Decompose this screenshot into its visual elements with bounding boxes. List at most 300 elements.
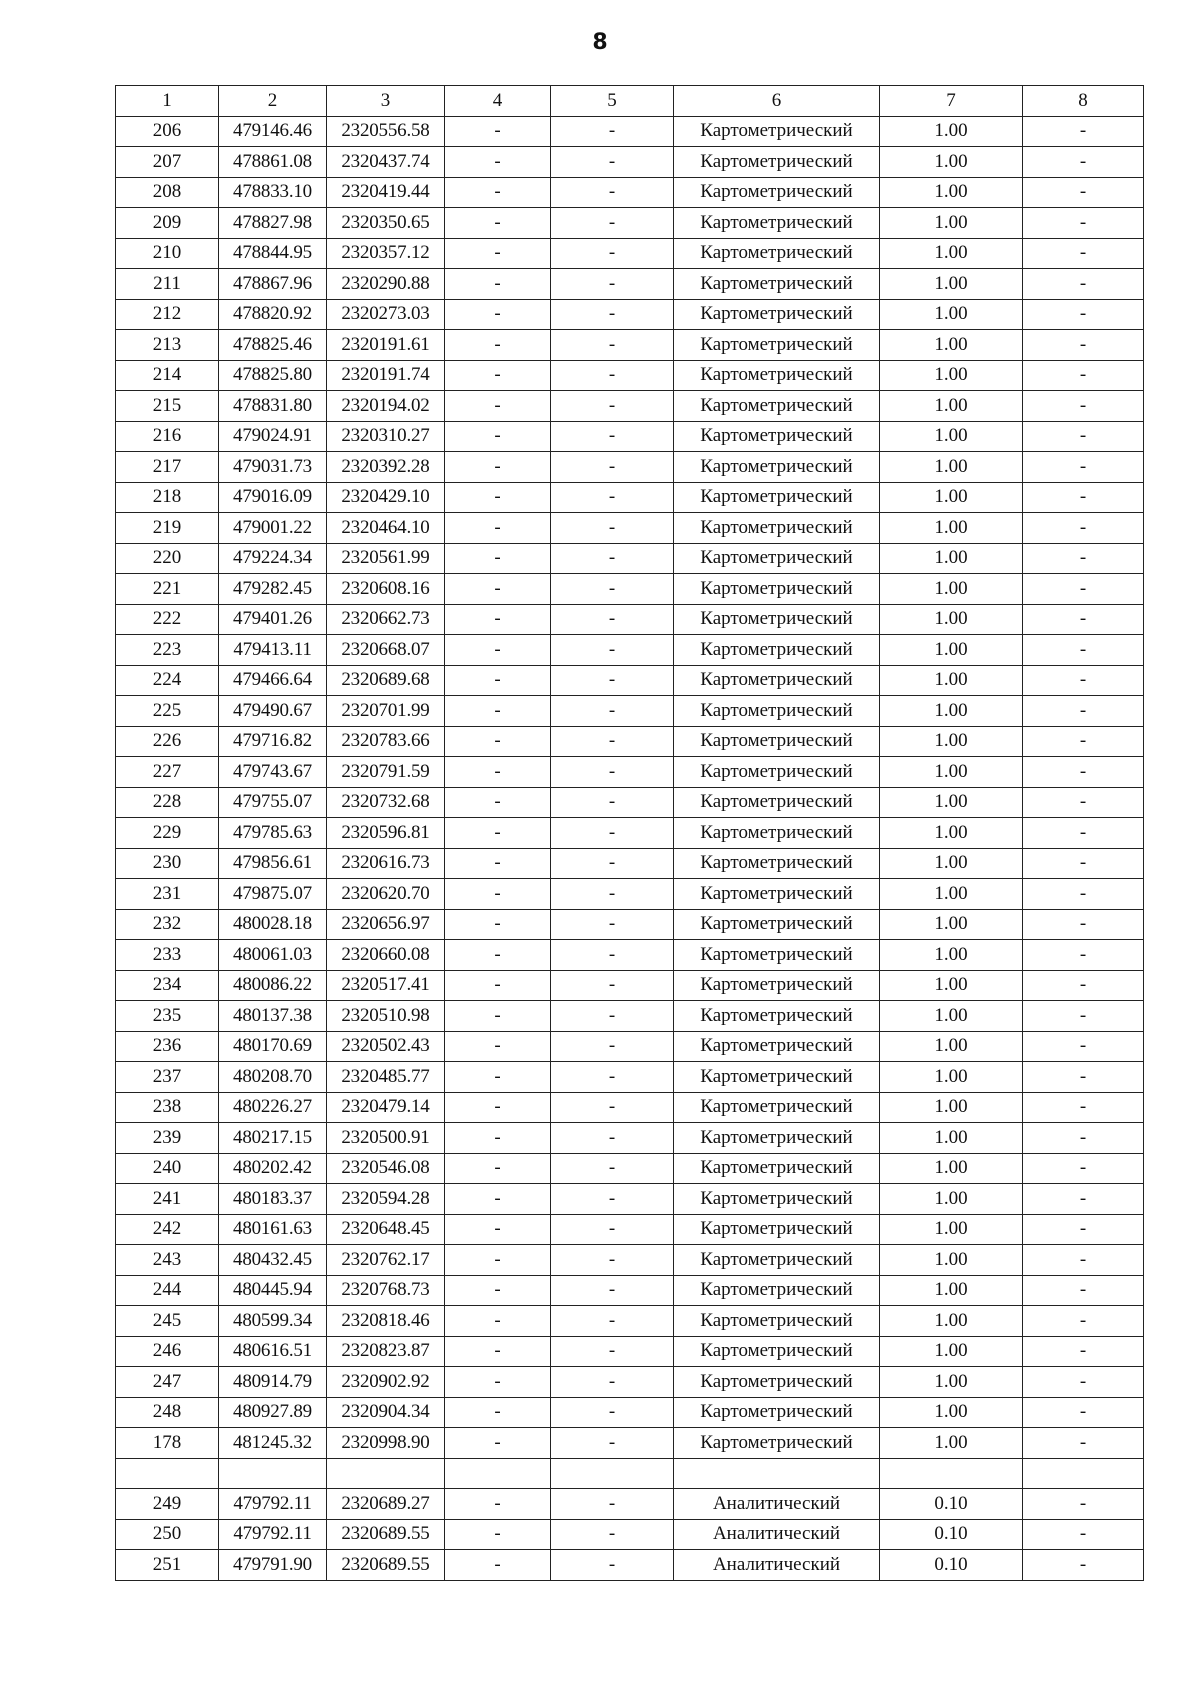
- table-cell: -: [1023, 1031, 1144, 1062]
- table-cell: Картометрический: [674, 1428, 880, 1459]
- table-cell: 1.00: [880, 818, 1023, 849]
- table-row: [116, 665, 1144, 696]
- table-cell: -: [551, 1123, 674, 1154]
- table-cell: -: [1023, 726, 1144, 757]
- table-cell: -: [1023, 757, 1144, 788]
- table-cell: -: [1023, 1306, 1144, 1337]
- table-cell: 2320561.99: [327, 543, 445, 574]
- table-cell: -: [551, 208, 674, 239]
- table-cell: -: [551, 1306, 674, 1337]
- page-number: 8: [592, 30, 608, 55]
- table-row: [116, 1092, 1144, 1123]
- table-cell: 2320689.27: [327, 1489, 445, 1520]
- header-cell: 1: [116, 86, 219, 117]
- table-cell: 206: [116, 116, 219, 147]
- table-cell: -: [1023, 452, 1144, 483]
- table-cell: 479792.11: [219, 1519, 327, 1550]
- table-cell: 1.00: [880, 1306, 1023, 1337]
- table-cell: 0.10: [880, 1519, 1023, 1550]
- table-cell: 1.00: [880, 360, 1023, 391]
- table-cell: Картометрический: [674, 879, 880, 910]
- table-cell: -: [445, 238, 551, 269]
- table-cell: -: [445, 421, 551, 452]
- table-cell: -: [551, 1428, 674, 1459]
- table-cell: 2320502.43: [327, 1031, 445, 1062]
- table-cell: 1.00: [880, 940, 1023, 971]
- table-cell: -: [445, 1214, 551, 1245]
- table-row: [116, 147, 1144, 178]
- table-cell: Картометрический: [674, 1123, 880, 1154]
- table-row: [116, 1367, 1144, 1398]
- table-cell: -: [1023, 513, 1144, 544]
- header-cell: 2: [219, 86, 327, 117]
- table-cell: 480927.89: [219, 1397, 327, 1428]
- table-cell: 1.00: [880, 269, 1023, 300]
- table-cell: 224: [116, 665, 219, 696]
- table-cell: 1.00: [880, 1153, 1023, 1184]
- table-cell: 1.00: [880, 147, 1023, 178]
- table-row: [116, 726, 1144, 757]
- table-cell: 230: [116, 848, 219, 879]
- table-cell: 480208.70: [219, 1062, 327, 1093]
- table-cell: 2320510.98: [327, 1001, 445, 1032]
- table-cell: 2320902.92: [327, 1367, 445, 1398]
- table-cell: 1.00: [880, 879, 1023, 910]
- table-cell: 479755.07: [219, 787, 327, 818]
- table-cell: 223: [116, 635, 219, 666]
- table-cell: 229: [116, 818, 219, 849]
- table-cell: -: [445, 1275, 551, 1306]
- table-cell: Картометрический: [674, 421, 880, 452]
- table-cell: -: [551, 1153, 674, 1184]
- table-cell: Картометрический: [674, 1245, 880, 1276]
- table-row: [116, 879, 1144, 910]
- table-cell: Картометрический: [674, 482, 880, 513]
- table-cell: 2320485.77: [327, 1062, 445, 1093]
- table-cell: Картометрический: [674, 970, 880, 1001]
- table-cell: -: [445, 1092, 551, 1123]
- table-cell: Картометрический: [674, 787, 880, 818]
- table-cell: Картометрический: [674, 574, 880, 605]
- table-cell: -: [1023, 879, 1144, 910]
- table-cell: Картометрический: [674, 940, 880, 971]
- table-cell: 2320594.28: [327, 1184, 445, 1215]
- table-cell: 480202.42: [219, 1153, 327, 1184]
- table-cell: -: [445, 1489, 551, 1520]
- table-cell: 479282.45: [219, 574, 327, 605]
- table-cell: 1.00: [880, 726, 1023, 757]
- table-cell: 1.00: [880, 604, 1023, 635]
- table-cell: -: [445, 604, 551, 635]
- table-cell: 480137.38: [219, 1001, 327, 1032]
- table-cell: -: [445, 177, 551, 208]
- table-cell: 211: [116, 269, 219, 300]
- table-cell: 1.00: [880, 1428, 1023, 1459]
- table-cell: 251: [116, 1550, 219, 1581]
- table-cell: 248: [116, 1397, 219, 1428]
- table-cell: Картометрический: [674, 238, 880, 269]
- table-cell: 479792.11: [219, 1489, 327, 1520]
- table-row: [116, 1336, 1144, 1367]
- table-cell: -: [445, 909, 551, 940]
- table-cell: 1.00: [880, 1245, 1023, 1276]
- table-cell: 210: [116, 238, 219, 269]
- table-cell: -: [551, 238, 674, 269]
- table-row: [116, 1397, 1144, 1428]
- table-cell: Картометрический: [674, 757, 880, 788]
- table-cell: Картометрический: [674, 147, 880, 178]
- table-cell: 479791.90: [219, 1550, 327, 1581]
- table-cell: 2320998.90: [327, 1428, 445, 1459]
- table-row: [116, 1245, 1144, 1276]
- header-cell: 3: [327, 86, 445, 117]
- table-cell: Аналитический: [674, 1519, 880, 1550]
- table-cell: 2320689.68: [327, 665, 445, 696]
- table-header-row: [116, 86, 1144, 117]
- table-cell: -: [1023, 665, 1144, 696]
- table-cell: 478844.95: [219, 238, 327, 269]
- table-cell: 212: [116, 299, 219, 330]
- table-cell: 2320500.91: [327, 1123, 445, 1154]
- table-cell: -: [1023, 1550, 1144, 1581]
- table-cell: 2320419.44: [327, 177, 445, 208]
- table-cell: -: [445, 269, 551, 300]
- table-cell: -: [445, 116, 551, 147]
- table-cell: 244: [116, 1275, 219, 1306]
- table-cell: 231: [116, 879, 219, 910]
- table-row: [116, 818, 1144, 849]
- table-row: [116, 848, 1144, 879]
- table-cell: [445, 1458, 551, 1489]
- table-cell: Картометрический: [674, 208, 880, 239]
- table-cell: -: [1023, 940, 1144, 971]
- table-cell: Картометрический: [674, 665, 880, 696]
- table-cell: -: [1023, 421, 1144, 452]
- table-cell: 2320620.70: [327, 879, 445, 910]
- table-cell: -: [1023, 1275, 1144, 1306]
- table-cell: 1.00: [880, 848, 1023, 879]
- table-cell: 478861.08: [219, 147, 327, 178]
- table-cell: -: [445, 879, 551, 910]
- table-cell: -: [1023, 269, 1144, 300]
- table-cell: -: [551, 1489, 674, 1520]
- table-body: [116, 86, 1144, 1581]
- table-cell: -: [445, 726, 551, 757]
- table-cell: Картометрический: [674, 177, 880, 208]
- table-cell: 2320668.07: [327, 635, 445, 666]
- table-cell: 480599.34: [219, 1306, 327, 1337]
- table-cell: 2320768.73: [327, 1275, 445, 1306]
- table-cell: -: [445, 208, 551, 239]
- table-cell: 227: [116, 757, 219, 788]
- table-cell: 235: [116, 1001, 219, 1032]
- table-cell: Картометрический: [674, 452, 880, 483]
- table-cell: -: [1023, 604, 1144, 635]
- table-cell: -: [1023, 1214, 1144, 1245]
- table-cell: -: [551, 1092, 674, 1123]
- table-cell: -: [445, 1062, 551, 1093]
- table-cell: -: [1023, 1153, 1144, 1184]
- table-cell: 178: [116, 1428, 219, 1459]
- table-row: [116, 1306, 1144, 1337]
- table-cell: -: [551, 909, 674, 940]
- table-cell: 234: [116, 970, 219, 1001]
- table-cell: -: [551, 269, 674, 300]
- table-cell: 480183.37: [219, 1184, 327, 1215]
- table-cell: 1.00: [880, 116, 1023, 147]
- table-cell: 479146.46: [219, 116, 327, 147]
- table-cell: Картометрический: [674, 543, 880, 574]
- table-row: [116, 1214, 1144, 1245]
- table-cell: -: [551, 177, 674, 208]
- table-cell: -: [1023, 330, 1144, 361]
- table-cell: -: [1023, 1123, 1144, 1154]
- table-cell: -: [551, 940, 674, 971]
- table-row: [116, 513, 1144, 544]
- table-cell: Картометрический: [674, 1062, 880, 1093]
- table-row: [116, 604, 1144, 635]
- header-cell: 5: [551, 86, 674, 117]
- table-cell: -: [1023, 1489, 1144, 1520]
- table-cell: -: [551, 635, 674, 666]
- table-cell: -: [551, 818, 674, 849]
- table-cell: -: [445, 940, 551, 971]
- table-cell: 479856.61: [219, 848, 327, 879]
- table-row: [116, 452, 1144, 483]
- table-row: [116, 970, 1144, 1001]
- table-cell: -: [445, 1428, 551, 1459]
- table-cell: -: [551, 574, 674, 605]
- table-cell: -: [445, 513, 551, 544]
- table-cell: Картометрический: [674, 848, 880, 879]
- table-cell: 220: [116, 543, 219, 574]
- table-cell: Картометрический: [674, 391, 880, 422]
- table-cell: -: [1023, 696, 1144, 727]
- table-row: [116, 1001, 1144, 1032]
- table-cell: -: [445, 970, 551, 1001]
- table-cell: 2320290.88: [327, 269, 445, 300]
- table-cell: 1.00: [880, 1062, 1023, 1093]
- table-cell: -: [445, 1153, 551, 1184]
- table-cell: 2320546.08: [327, 1153, 445, 1184]
- table-cell: 1.00: [880, 208, 1023, 239]
- table-cell: 247: [116, 1367, 219, 1398]
- table-row: [116, 1550, 1144, 1581]
- table-cell: Картометрический: [674, 1367, 880, 1398]
- table-cell: Картометрический: [674, 269, 880, 300]
- table-cell: -: [551, 391, 674, 422]
- table-cell: 222: [116, 604, 219, 635]
- table-cell: Картометрический: [674, 360, 880, 391]
- table-cell: 216: [116, 421, 219, 452]
- table-cell: -: [551, 696, 674, 727]
- table-cell: 2320191.74: [327, 360, 445, 391]
- table-row: [116, 1153, 1144, 1184]
- table-cell: 479466.64: [219, 665, 327, 696]
- table-cell: -: [1023, 1184, 1144, 1215]
- table-cell: Картометрический: [674, 1092, 880, 1123]
- table-cell: 2320791.59: [327, 757, 445, 788]
- table-cell: 1.00: [880, 696, 1023, 727]
- table-cell: 479490.67: [219, 696, 327, 727]
- table-cell: -: [551, 299, 674, 330]
- table-cell: 237: [116, 1062, 219, 1093]
- table-cell: 236: [116, 1031, 219, 1062]
- table-cell: Картометрический: [674, 909, 880, 940]
- table-cell: -: [445, 1397, 551, 1428]
- table-cell: Картометрический: [674, 1336, 880, 1367]
- table-cell: 480086.22: [219, 970, 327, 1001]
- table-row: [116, 574, 1144, 605]
- table-cell: -: [1023, 1062, 1144, 1093]
- table-cell: -: [445, 665, 551, 696]
- table-cell: Картометрический: [674, 1153, 880, 1184]
- table-cell: 480914.79: [219, 1367, 327, 1398]
- table-row: [116, 238, 1144, 269]
- table-row: [116, 1184, 1144, 1215]
- table-row: [116, 1519, 1144, 1550]
- table-cell: 480432.45: [219, 1245, 327, 1276]
- table-cell: 1.00: [880, 1123, 1023, 1154]
- table-row: [116, 543, 1144, 574]
- table-cell: 479001.22: [219, 513, 327, 544]
- table-cell: 481245.32: [219, 1428, 327, 1459]
- table-cell: -: [1023, 360, 1144, 391]
- table-cell: -: [445, 1184, 551, 1215]
- table-cell: 219: [116, 513, 219, 544]
- table-cell: Картометрический: [674, 604, 880, 635]
- table-cell: -: [551, 1275, 674, 1306]
- table-row: [116, 1031, 1144, 1062]
- table-cell: -: [551, 1550, 674, 1581]
- table-cell: [880, 1458, 1023, 1489]
- table-cell: -: [1023, 543, 1144, 574]
- table-cell: 2320273.03: [327, 299, 445, 330]
- table-cell: 1.00: [880, 421, 1023, 452]
- table-cell: -: [551, 330, 674, 361]
- table-cell: -: [445, 574, 551, 605]
- table-cell: 209: [116, 208, 219, 239]
- table-cell: Картометрический: [674, 1397, 880, 1428]
- table-cell: 479031.73: [219, 452, 327, 483]
- table-cell: -: [1023, 1428, 1144, 1459]
- table-cell: Картометрический: [674, 299, 880, 330]
- table-cell: 1.00: [880, 757, 1023, 788]
- table-cell: -: [551, 482, 674, 513]
- table-cell: -: [445, 757, 551, 788]
- table-cell: -: [551, 1001, 674, 1032]
- table-cell: 250: [116, 1519, 219, 1550]
- table-cell: 215: [116, 391, 219, 422]
- table-cell: -: [551, 1062, 674, 1093]
- table-row: [116, 208, 1144, 239]
- table-row: [116, 1275, 1144, 1306]
- table-cell: -: [551, 1519, 674, 1550]
- table-cell: 480028.18: [219, 909, 327, 940]
- table-cell: 1.00: [880, 1275, 1023, 1306]
- table-row: [116, 696, 1144, 727]
- table-cell: -: [1023, 787, 1144, 818]
- table-cell: -: [445, 848, 551, 879]
- table-cell: 1.00: [880, 391, 1023, 422]
- table-cell: -: [551, 665, 674, 696]
- table-cell: 1.00: [880, 1336, 1023, 1367]
- table-cell: 1.00: [880, 482, 1023, 513]
- table-cell: -: [551, 757, 674, 788]
- table-cell: 479743.67: [219, 757, 327, 788]
- table-row: [116, 391, 1144, 422]
- table-cell: -: [445, 818, 551, 849]
- table-cell: 217: [116, 452, 219, 483]
- table-cell: 478825.80: [219, 360, 327, 391]
- table-row: [116, 177, 1144, 208]
- table-cell: Картометрический: [674, 635, 880, 666]
- table-cell: 2320818.46: [327, 1306, 445, 1337]
- table-cell: 1.00: [880, 177, 1023, 208]
- table-cell: 478827.98: [219, 208, 327, 239]
- table-cell: 240: [116, 1153, 219, 1184]
- table-cell: 1.00: [880, 1184, 1023, 1215]
- table-cell: -: [551, 360, 674, 391]
- table-cell: 1.00: [880, 635, 1023, 666]
- table-cell: -: [1023, 1245, 1144, 1276]
- table-cell: 226: [116, 726, 219, 757]
- table-row: [116, 421, 1144, 452]
- table-row: [116, 940, 1144, 971]
- table-cell: 480445.94: [219, 1275, 327, 1306]
- table-cell: -: [1023, 1367, 1144, 1398]
- table-cell: 479413.11: [219, 635, 327, 666]
- table-cell: 238: [116, 1092, 219, 1123]
- table-row: [116, 299, 1144, 330]
- table-cell: -: [445, 1367, 551, 1398]
- table-cell: 2320517.41: [327, 970, 445, 1001]
- table-cell: -: [551, 1184, 674, 1215]
- table-cell: 479024.91: [219, 421, 327, 452]
- table-cell: 2320194.02: [327, 391, 445, 422]
- table-cell: 478867.96: [219, 269, 327, 300]
- table-cell: 2320392.28: [327, 452, 445, 483]
- table-row: [116, 635, 1144, 666]
- table-cell: 0.10: [880, 1489, 1023, 1520]
- table-cell: -: [445, 787, 551, 818]
- table-cell: 2320556.58: [327, 116, 445, 147]
- table-cell: 249: [116, 1489, 219, 1520]
- table-cell: -: [551, 726, 674, 757]
- header-cell: 7: [880, 86, 1023, 117]
- table-cell: -: [551, 116, 674, 147]
- table-cell: -: [445, 482, 551, 513]
- table-cell: -: [1023, 574, 1144, 605]
- table-cell: 2320479.14: [327, 1092, 445, 1123]
- table-cell: -: [551, 421, 674, 452]
- table-cell: 218: [116, 482, 219, 513]
- table-cell: -: [445, 543, 551, 574]
- table-cell: 207: [116, 147, 219, 178]
- table-cell: [327, 1458, 445, 1489]
- table-cell: 246: [116, 1336, 219, 1367]
- table-cell: 2320648.45: [327, 1214, 445, 1245]
- table-cell: 241: [116, 1184, 219, 1215]
- table-cell: 239: [116, 1123, 219, 1154]
- table-cell: 480170.69: [219, 1031, 327, 1062]
- table-cell: -: [445, 330, 551, 361]
- table-row: [116, 757, 1144, 788]
- table-cell: 1.00: [880, 1001, 1023, 1032]
- table-row: [116, 1428, 1144, 1459]
- table-cell: 213: [116, 330, 219, 361]
- table-row: [116, 1123, 1144, 1154]
